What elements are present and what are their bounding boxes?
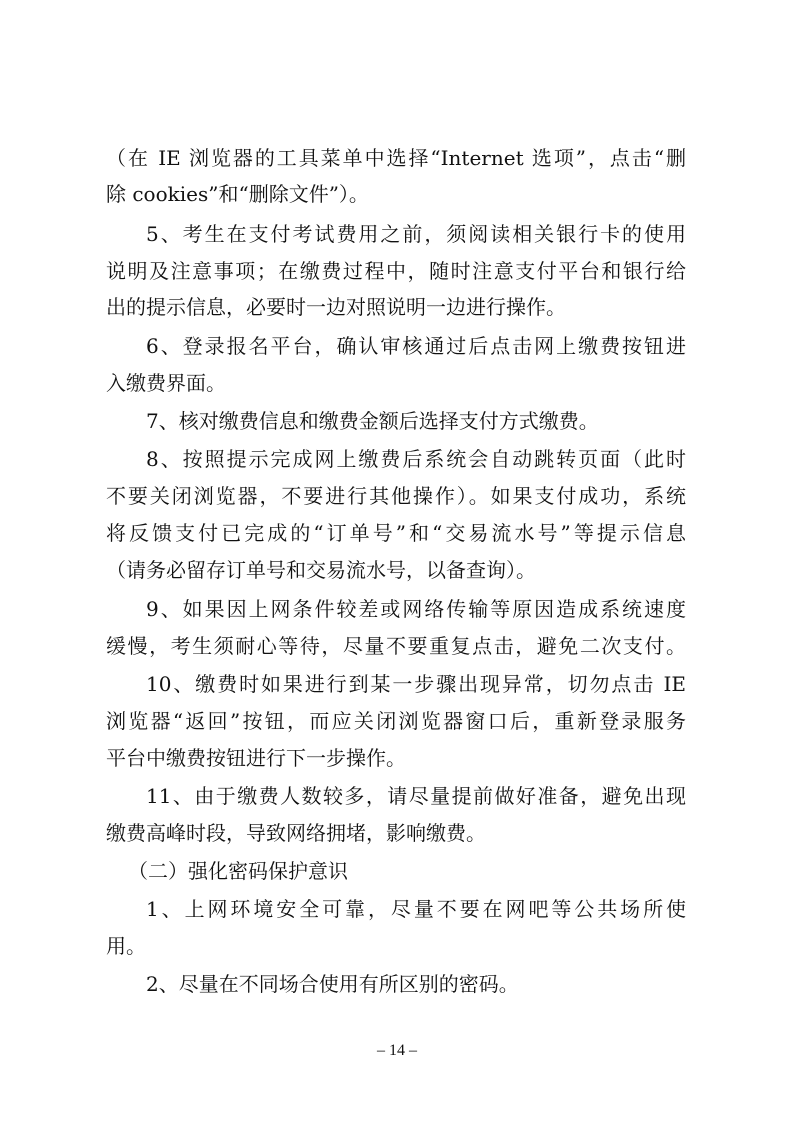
text-line: 6、登录报名平台，确认审核通过后点击网上缴费按钮进 [146,334,686,358]
text-line: 11、由于缴费人数较多，请尽量提前做好准备，避免出现 [146,784,686,808]
text-line: 10、缴费时如果进行到某一步骤出现异常，切勿点击 IE [146,672,686,696]
text-line: （请务必留存订单号和交易流水号，以备查询）。 [106,558,536,582]
text-line: 不要关闭浏览器，不要进行其他操作）。如果支付成功，系统 [106,484,686,508]
page-number: – 14 – [377,1042,417,1059]
text-line: 2、尽量在不同场合使用有所区别的密码。 [146,972,519,996]
text-line: 说明及注意事项；在缴费过程中，随时注意支付平台和银行给 [106,259,686,283]
section-heading: （二）强化密码保护意识 [128,859,348,883]
text-line: 1、上网环境安全可靠，尽量不要在网吧等公共场所使 [146,897,686,921]
text-line: 缴费高峰时段，导致网络拥堵，影响缴费。 [106,821,486,845]
text-line: 平台中缴费按钮进行下一步操作。 [106,746,406,770]
text-line: 7、核对缴费信息和缴费金额后选择支付方式缴费。 [146,409,599,433]
text-line: 浏览器“返回”按钮，而应关闭浏览器窗口后，重新登录服务 [106,709,686,733]
text-line: 9、如果因上网条件较差或网络传输等原因造成系统速度 [146,597,686,621]
text-line: 缓慢，考生须耐心等待，尽量不要重复点击，避免二次支付。 [106,634,686,658]
text-line: 5、考生在支付考试费用之前，须阅读相关银行卡的使用 [146,222,686,246]
text-line: 用。 [106,934,146,958]
text-line: 出的提示信息，必要时一边对照说明一边进行操作。 [106,295,566,319]
text-line: 将反馈支付已完成的“订单号”和“交易流水号”等提示信息 [106,521,686,545]
text-line: 除 cookies”和“删除文件”）。 [106,182,369,206]
text-line: 8、按照提示完成网上缴费后系统会自动跳转页面（此时 [146,447,686,471]
text-line: （在 IE 浏览器的工具菜单中选择“Internet 选项”，点击“删 [106,146,686,170]
text-line: 入缴费界面。 [106,371,226,395]
